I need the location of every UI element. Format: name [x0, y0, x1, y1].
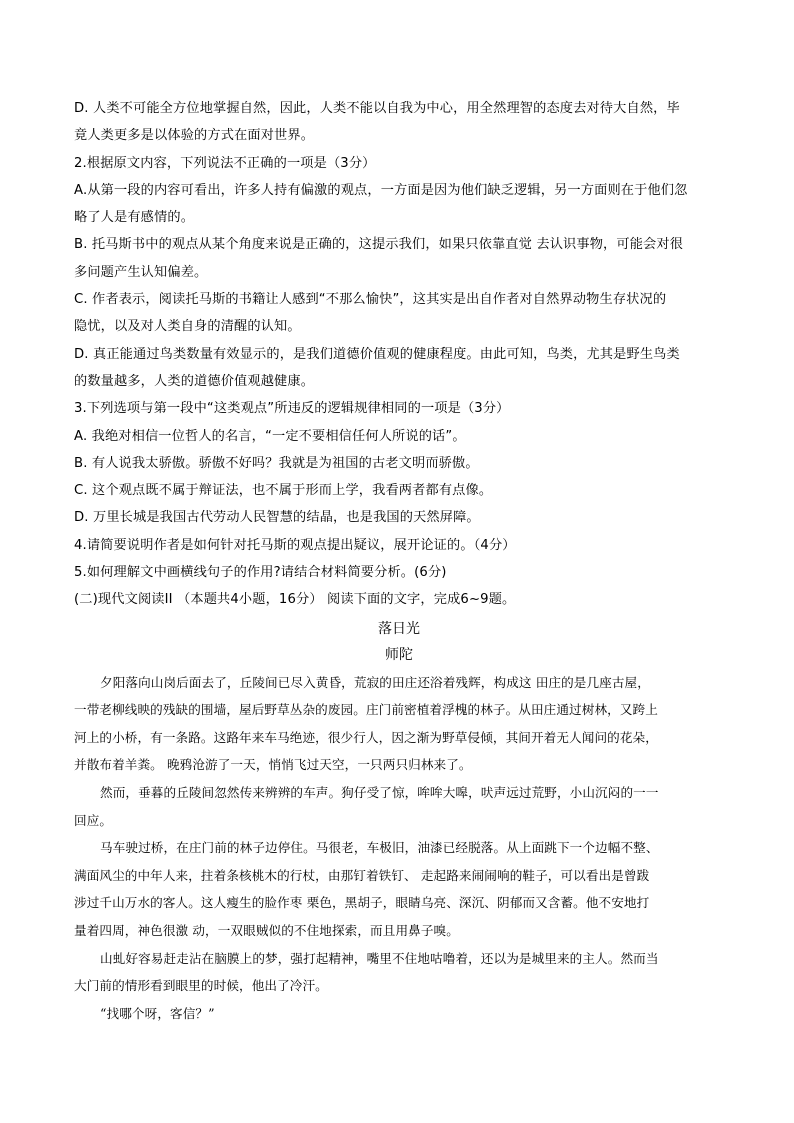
- text-line: A. 我绝对相信一位哲人的名言，“一定不要相信任何人所说的话”。: [74, 428, 466, 444]
- text-line: 4.请简要说明作者是如何针对托马斯的观点提出疑议，展开论证的。（4分）: [74, 537, 516, 553]
- text-line: D. 人类不可能全方位地掌握自然，因此，人类不能以自我为中心，用全然理智的态度去对待大自然，毕: [74, 101, 680, 116]
- text-line: 5.如何理解文中画横线句子的作用?请结合材料简要分析。(6分): [74, 565, 447, 581]
- story-line: 河上的小桥，有一条路。这路年来车马绝迹，很少行人，因之渐为野草侵倾，其间开着无人闻问的花朵，: [74, 729, 658, 745]
- story-line: 然而，垂暮的丘陵间忽然传来辨辨的车声。狗仔受了惊，哞哞大嗥，吠声远过荒野，小山沉闷的一一: [100, 785, 659, 801]
- story-body: [74, 669, 724, 1028]
- story-line: “找哪个呀，客信？”: [100, 1005, 215, 1021]
- text-line: B. 托马斯书中的观点从某个角度来说是正确的，这提示我们，如果只依靠直觉 去认识事物，可能会对很: [74, 237, 684, 253]
- text-line: 略了人是有感情的。: [74, 210, 195, 226]
- text-line: 多问题产生认知偏差。: [74, 264, 208, 280]
- story-line: 涉过千山万水的客人。这人瘦生的脸作枣 栗色，黑胡子，眼睛乌亮、深沉、阴郁而又含蓄。他不安地打: [74, 895, 650, 911]
- story-line: 山虬好容易赶走沾在脑膜上的梦，强打起精神，嘴里不住地咕噜着，还以为是城里来的主人。然而当: [100, 950, 659, 966]
- story-line: 大门前的情形看到眼里的时候，他出了冷汗。: [74, 978, 328, 994]
- text-line: B. 有人说我太骄傲。骄傲不好吗？我就是为祖国的古老文明而骄傲。: [74, 455, 479, 471]
- story-line: 并散布着羊粪。 晚鸦沧游了一天，悄悄飞过天空，一只两只归林来了。: [74, 757, 472, 773]
- text-line: C. 这个观点既不属于辩证法，也不属于形而上学，我看两者都有点像。: [74, 483, 493, 499]
- story-line: 量着四周，神色很激 动，一双眼贼似的不住地探索，而且用鼻子嗅。: [74, 922, 459, 938]
- story-line: 一带老柳线映的残缺的围墙，屋后野草丛杂的废园。庄门前密植着浮槐的林子。从田庄通过树林，又跨上: [74, 702, 658, 718]
- text-line: 3.下列选项与第一段中“这类观点”所违反的逻辑规律相同的一项是（3分）: [74, 401, 510, 417]
- text-line: 隐忧，以及对人类自身的清醒的认知。: [74, 319, 301, 335]
- story-line: 回应。: [74, 812, 113, 828]
- text-line: 竟人类更多是以体验的方式在面对世界。: [74, 128, 315, 144]
- text-line: 的数量越多，人类的道德价值观越健康。: [74, 373, 315, 389]
- story-line: 夕阳落向山岗后面去了，丘陵间已尽入黄昏，荒寂的田庄还浴着残辉，构成这 田庄的是几座古屋，: [100, 674, 650, 690]
- text-line: C. 作者表示，阅读托马斯的书籍让人感到“不那么愉快”，这其实是出自作者对自然界动物生存状况的: [74, 292, 667, 308]
- text-line: D. 万里长城是我国古代劳动人民智慧的结晶，也是我国的天然屏障。: [74, 510, 480, 526]
- document-page: [74, 95, 724, 1027]
- story-author: 师陀: [385, 646, 413, 663]
- text-line: 2.根据原文内容，下列说法不正确的一项是（3分）: [74, 155, 376, 171]
- story-line: 满面风尘的中年人来，拄着条核桃木的行杖，由那钉着铁钉、 走起路来闹闹响的鞋子，可以看出是曾跋: [74, 867, 650, 883]
- story-title: 落日光: [378, 620, 420, 637]
- text-line: (二)现代文阅读II （本题共4小题，16分） 阅读下面的文字，完成6~9题。: [74, 592, 516, 608]
- exam-questions: [74, 95, 724, 614]
- story-line: 马车驶过桥，在庄门前的林子边停住。马很老，车极旧，油漆已经脱落。从上面跳下一个边幅不整、: [100, 840, 659, 856]
- text-line: A.从第一段的内容可看出，许多人持有偏激的观点，一方面是因为他们缺乏逻辑，另一方面则在于他们忽: [74, 182, 688, 198]
- text-line: D. 真正能通过鸟类数量有效显示的，是我们道德价值观的健康程度。由此可知，鸟类，尤其是野生鸟类: [74, 346, 680, 362]
